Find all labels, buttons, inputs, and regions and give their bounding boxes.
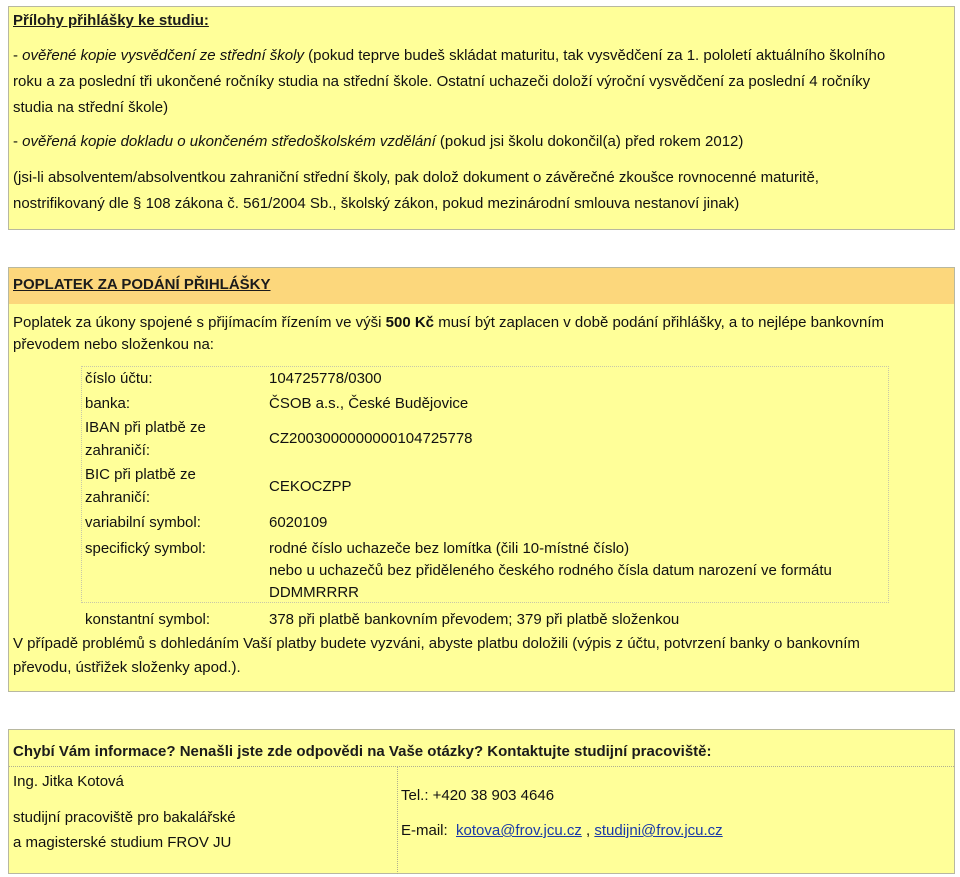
specific-symbol-value-line-2: nebo u uchazečů bez přiděleného českého rodného čísla datum narození ve formátu — [269, 562, 832, 579]
constant-symbol-value: 378 při platbě bankovním převodem; 379 při platbě složenkou — [269, 611, 680, 628]
bank-value: ČSOB a.s., České Budějovice — [269, 395, 469, 412]
contact-title: Chybí Vám informace? Nenašli jste zde odpovědi na Vaše otázky? Kontaktujte studijní pracoviště: — [9, 730, 954, 766]
email-label: E-mail: — [401, 822, 448, 839]
contact-section — [8, 729, 955, 874]
attachments-section — [8, 6, 955, 230]
attachment-item-1-line-2: roku a za poslední tři ukončené ročníky studia na střední škole. Ostatní uchazeči doloží výroční vysvědčení za poslední 4 ročníky — [13, 73, 871, 90]
contact-name: Ing. Jitka Kotová — [13, 773, 124, 790]
bic-label-line-2: zahraničí: — [85, 489, 151, 506]
contact-column-divider — [397, 766, 398, 874]
contact-dept-line-2: a magisterské studium FROV JU — [13, 834, 232, 851]
variable-symbol-label: variabilní symbol: — [85, 514, 201, 531]
contact-divider — [9, 766, 954, 767]
fee-note-line-2: převodu, ústřižek složenky apod.). — [13, 659, 241, 676]
iban-label-line-1: IBAN při platbě ze — [85, 419, 206, 436]
attachment-item-1-line-3: studia na střední škole) — [13, 99, 169, 116]
fee-note-line-1: V případě problémů s dohledáním Vaší platby budete vyzváni, abyste platbu doložili (výpis z účtu, potvrzení banky o bankovním — [13, 635, 860, 652]
iban-label-line-2: zahraničí: — [85, 442, 151, 459]
specific-symbol-value-line-3: DDMMRRRR — [269, 584, 359, 601]
contact-dept-line-1: studijní pracoviště pro bakalářské — [13, 809, 236, 826]
attachment-item-3-line-1: (jsi-li absolventem/absolventkou zahraniční střední školy, pak dolož dokument o závěrečné zkoušce rovnocenné maturitě, — [13, 169, 819, 186]
fee-section — [8, 267, 955, 692]
account-value: 104725778/0300 — [269, 370, 382, 387]
email-link-kotova[interactable]: kotova@frov.jcu.cz — [456, 822, 582, 839]
constant-symbol-label: konstantní symbol: — [85, 611, 211, 628]
fee-title: POPLATEK ZA PODÁNÍ PŘIHLÁŠKY — [9, 268, 954, 304]
iban-value: CZ2003000000000104725778 — [269, 430, 473, 447]
specific-symbol-value-line-1: rodné číslo uchazeče bez lomítka (čili 10-místné číslo) — [269, 540, 630, 557]
specific-symbol-label: specifický symbol: — [85, 540, 206, 557]
variable-symbol-value: 6020109 — [269, 514, 328, 531]
fee-intro-line-2: převodem nebo složenkou na: — [13, 336, 214, 353]
attachment-item-1-line-1: - ověřené kopie vysvědčení ze střední školy (pokud teprve budeš skládat maturitu, tak vysvědčení za 1. pololetí aktuálního školního — [13, 47, 886, 64]
contact-phone: Tel.: +420 38 903 4646 — [401, 787, 555, 804]
bic-value: CEKOCZPP — [269, 478, 352, 495]
account-label: číslo účtu: — [85, 370, 153, 387]
attachment-item-2: - ověřená kopie dokladu o ukončeném středoškolském vzdělání (pokud jsi školu dokončil(a) před rokem 2012) — [13, 133, 744, 150]
email-link-studijni[interactable]: studijni@frov.jcu.cz — [594, 822, 723, 839]
bank-label: banka: — [85, 395, 131, 412]
contact-email-line: E-mail: kotova@frov.jcu.cz , studijni@frov.jcu.cz — [401, 822, 723, 839]
payment-table — [81, 366, 889, 603]
fee-intro-line-1: Poplatek za úkony spojené s přijímacím řízením ve výši 500 Kč musí být zaplacen v době podání přihlášky, a to nejlépe bankovním — [13, 314, 885, 331]
attachments-title: Přílohy přihlášky ke studiu: — [9, 7, 954, 37]
attachment-item-3-line-2: nostrifikovaný dle § 108 zákona č. 561/2004 Sb., školský zákon, pokud mezinárodní smlouva nestanoví jinak) — [13, 195, 740, 212]
bic-label-line-1: BIC při platbě ze — [85, 466, 196, 483]
